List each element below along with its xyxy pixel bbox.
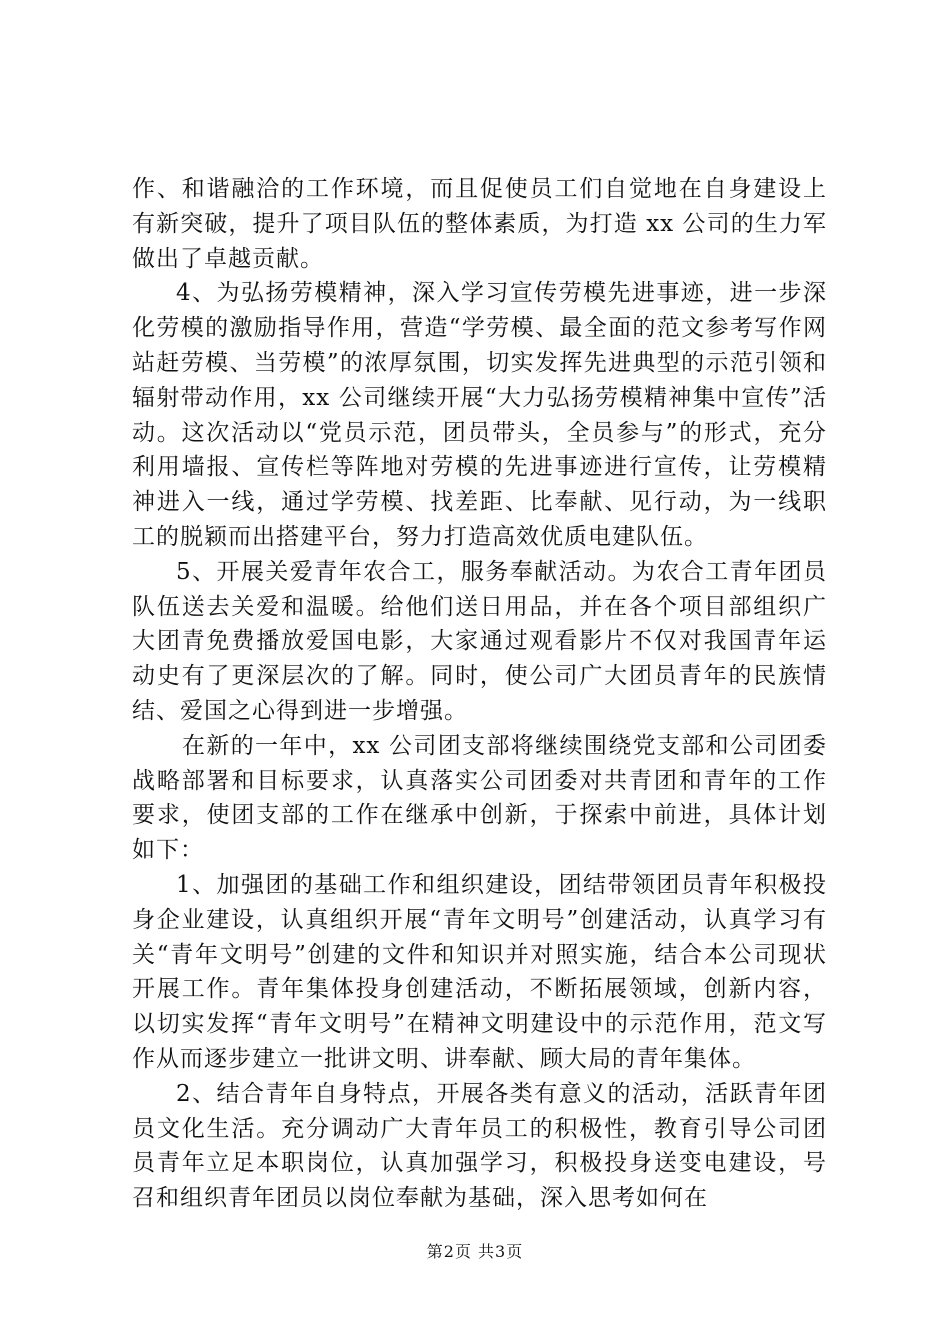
document-body xyxy=(132,172,827,1216)
paragraph-continuation: 作、和谐融洽的工作环境，而且促使员工们自觉地在自身建设上有新突破，提升了项目队伍的整体素质，为打造 xx 公司的生力军做出了卓越贡献。 xyxy=(132,176,827,272)
paragraph-item-4: 4、为弘扬劳模精神，深入学习宣传劳模先进事迹，进一步深化劳模的激励指导作用，营造“学劳模、最全面的范文参考写作网站赶劳模、当劳模”的浓厚氛围，切实发挥先进典型的示范引领和辐射带动作用，xx 公司继续开展“大力弘扬劳模精神集中宣传”活动。这次活动以“党员示范，团员带头，全员参与”的形式，充分利用墙报、宣传栏等阵地对劳模的先进事迹进行宣传，让劳模精神进入一线，通过学劳模、找差距、比奉献、见行动，为一线职工的脱颖而出搭建平台，努力打造高效优质电建队伍。 xyxy=(132,280,827,550)
paragraph-item-5: 5、开展关爱青年农合工，服务奉献活动。为农合工青年团员队伍送去关爱和温暖。给他们送日用品，并在各个项目部组织广大团青免费播放爱国电影，大家通过观看影片不仅对我国青年运动史有了更深层次的了解。同时，使公司广大团员青年的民族情结、爱国之心得到进一步增强。 xyxy=(132,558,827,724)
paragraph-plan-2: 2、结合青年自身特点，开展各类有意义的活动，活跃青年团员文化生活。充分调动广大青年员工的积极性，教育引导公司团员青年立足本职岗位，认真加强学习，积极投身送变电建设，号召和组织青年团员以岗位奉献为基础，深入思考如何在 xyxy=(132,1080,827,1212)
page-number-footer: 第2页 共3页 xyxy=(426,1242,524,1261)
paragraph-plan-1: 1、加强团的基础工作和组织建设，团结带领团员青年积极投身企业建设，认真组织开展“青年文明号”创建活动，认真学习有关“青年文明号”创建的文件和知识并对照实施，结合本公司现状开展工作。青年集体投身创建活动，不断拓展领域，创新内容，以切实发挥“青年文明号”在精神文明建设中的示范作用，范文写作从而逐步建立一批讲文明、讲奉献、顾大局的青年集体。 xyxy=(132,871,827,1072)
paragraph-new-year-plan: 在新的一年中，xx 公司团支部将继续围绕党支部和公司团委战略部署和目标要求，认真落实公司团委对共青团和青年的工作要求，使团支部的工作在继承中创新，于探索中前进，具体计划如下： xyxy=(132,732,827,864)
